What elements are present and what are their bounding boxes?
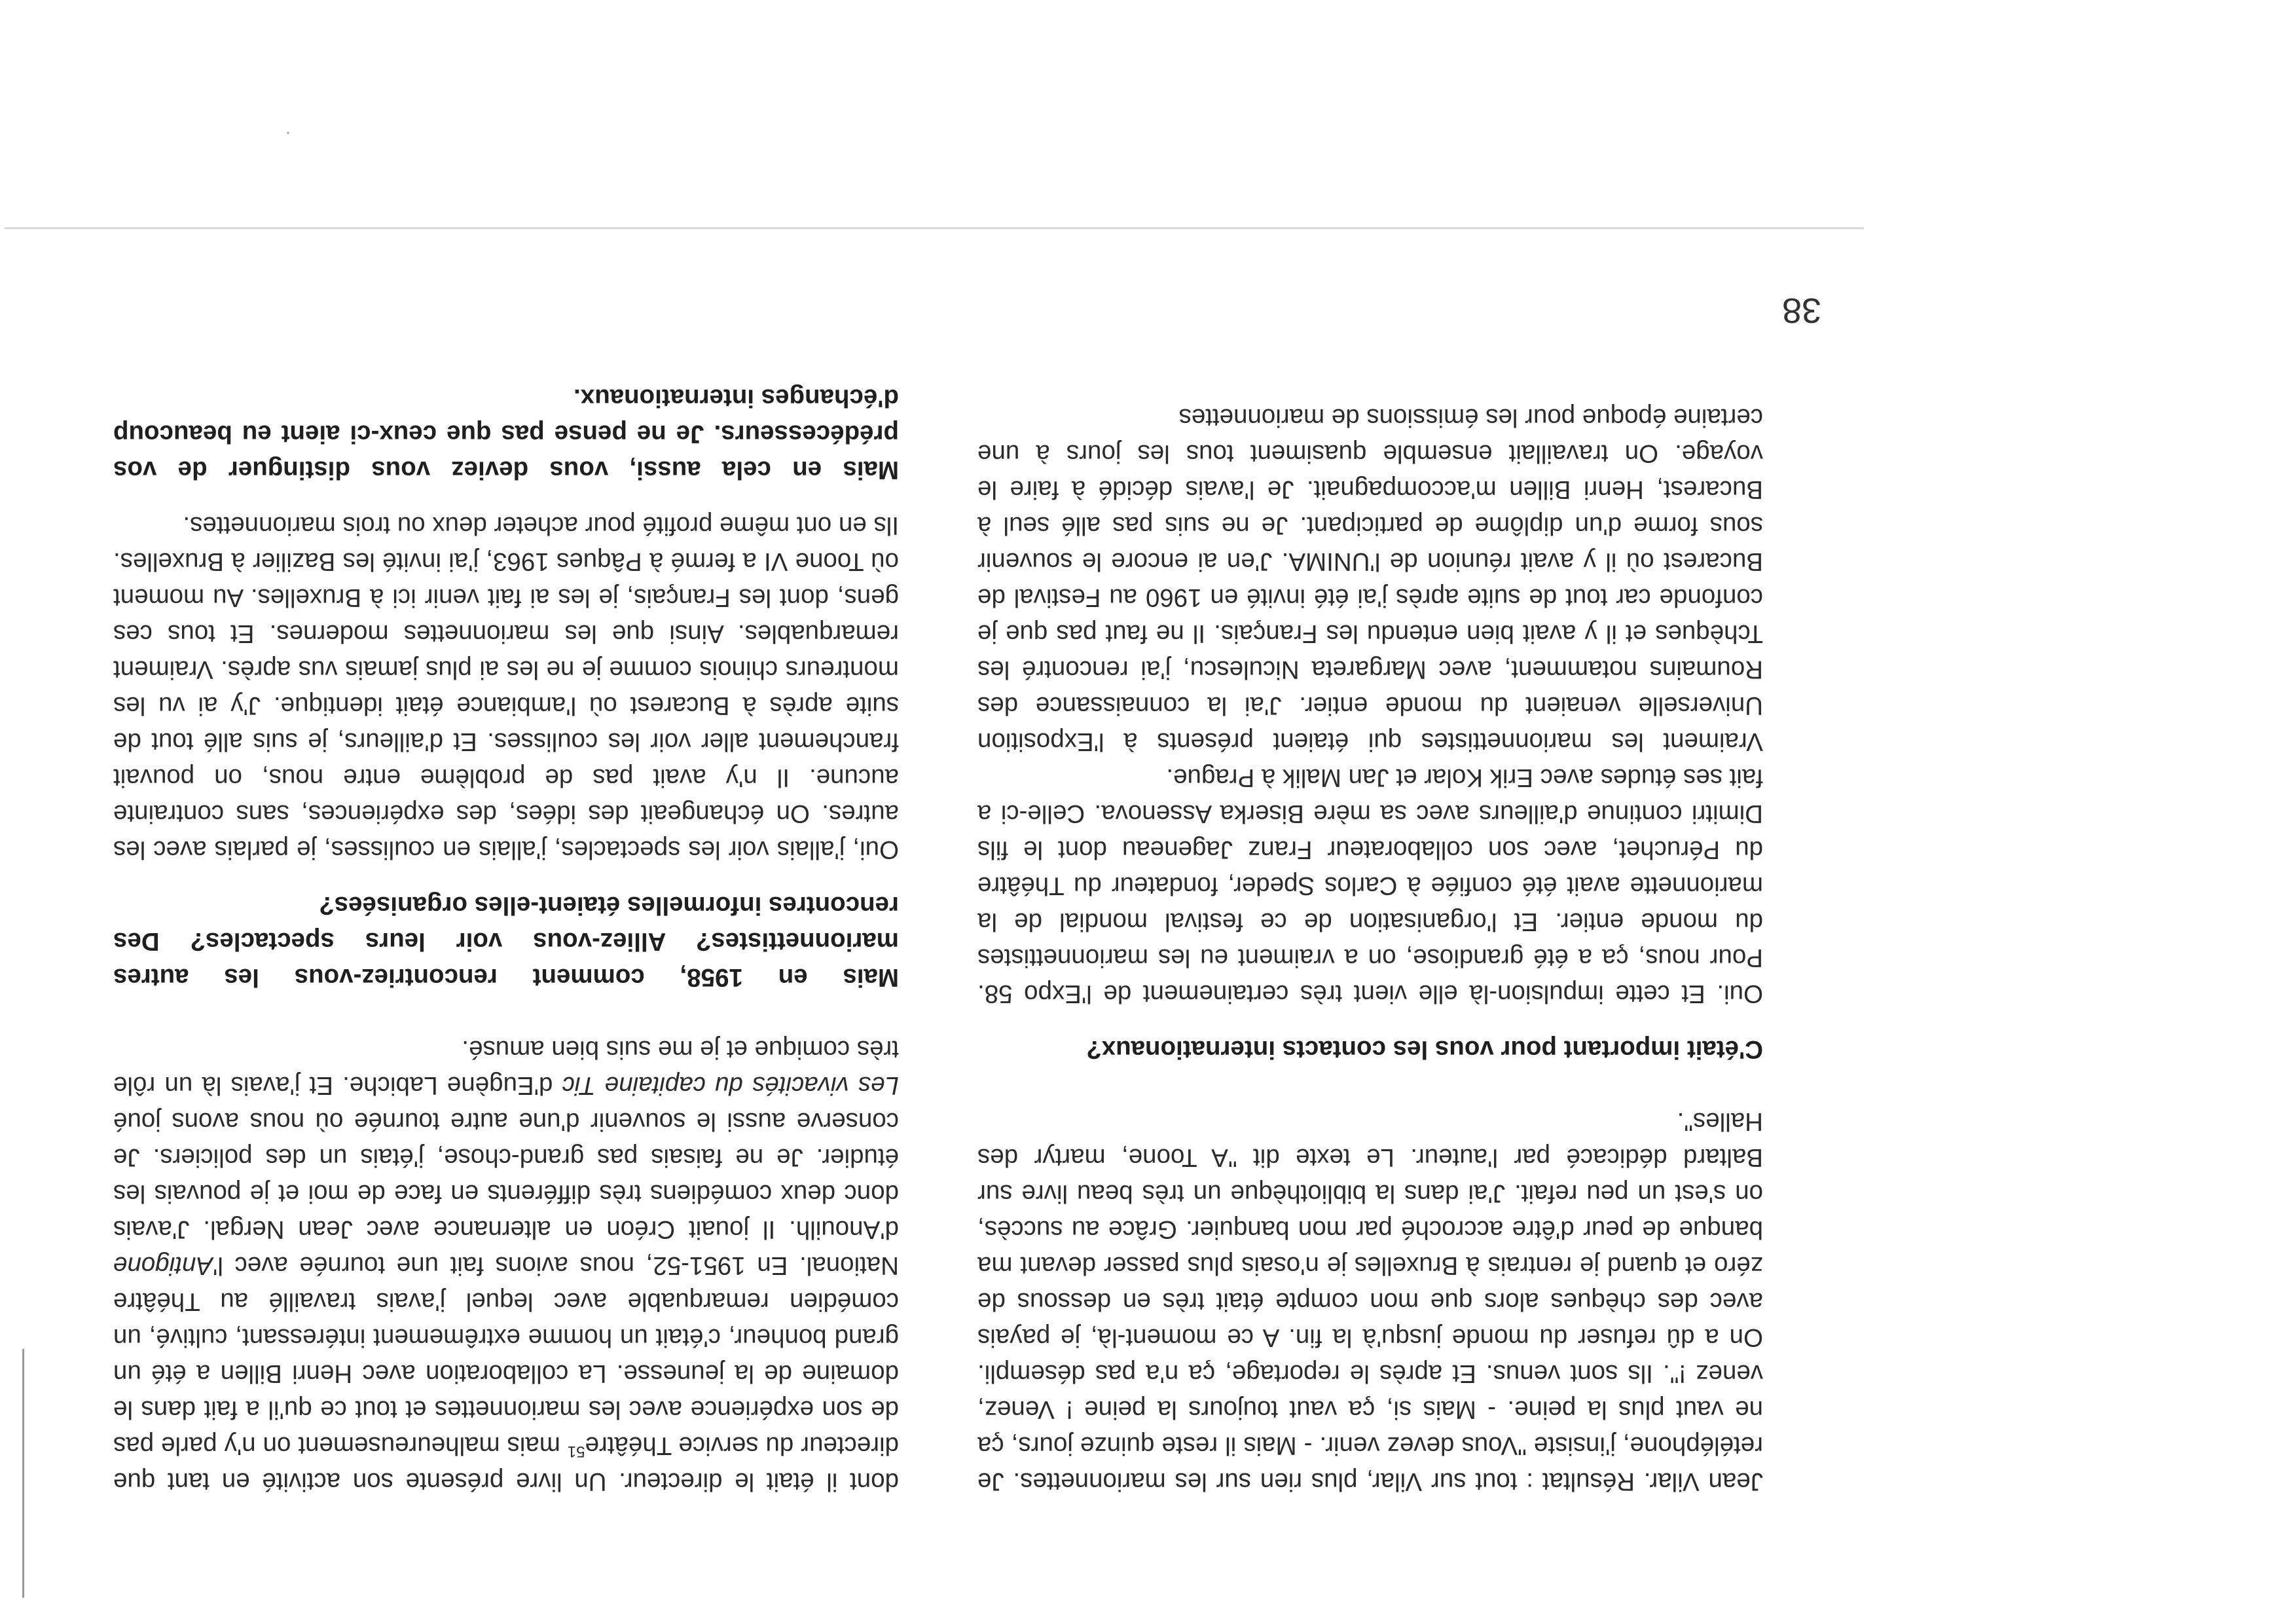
- footnote-ref: 51: [567, 1442, 585, 1460]
- page-number: 38: [1781, 291, 1821, 330]
- paragraph-vilar: Jean Vilar. Résultat : tout sur Vilar, plus rien sur les marionnettes. Je retéléphone, j'insiste "Vous devez venir. - Mais il reste quinze jours, ça ne vaut plus la peine. - Mais si, ça vaut toujours la peine ! Venez, venez !". Ils sont venus. Et après le reportage, ça n'a pas désempli. On a dû refuser du monde jusqu'à la fin. A ce moment-là, je payais avec des chèques alors que mon compte était très en dessous de zéro et quand je rentrais à Bruxelles je n'osais plus passer devant ma banque de peur d'être accroché par mon banquier. Grâce au succès, on s'est un peu refait. J'ai dans la bibliothèque un très beau livre sur Baltard dédicacé par l'auteur. Le texte dit "A Toone, martyr des Halles".: [977, 1107, 1763, 1496]
- binding-edge-mark: [22, 1349, 24, 1598]
- paragraph-coulisses: Oui, j'allais voir les spectacles, j'allais en coulisses, je parlais avec les autres. On échangeait des idées, des expériences, sans contrainte aucune. Il n'y avait pas de problème entre nous, on pouvait franchement aller voir les coulisses. Et d'ailleurs, je suis allé tout de suite après à Bucarest où l'ambiance était identique. J'y ai vu les montreurs chinois comme je ne les ai plus jamais vus après. Vraiment remarquables. Ainsi que les marionnettes modernes. Et tous ces gens, dont les Français, je les ai fait venir ici à Bruxelles. Au moment où Toone VI a fermé à Pâques 1963, j'ai invité les Bazilier à Bruxelles. Ils en ont même profité pour acheter deux ou trois marionnettes.: [113, 511, 899, 864]
- work-title-labiche: Les vivacités du capitaine Tic: [562, 1071, 899, 1099]
- work-title-antigone: Antigone: [113, 1251, 213, 1280]
- scan-speck: [287, 132, 289, 134]
- text-column-left: [977, 399, 1763, 1500]
- interview-question-international: C'était important pour vous les contacts internationaux?: [1086, 1035, 1763, 1063]
- paragraph-billen: dont il était le directeur. Un livre présente son activité en tant que directeur du service Théâtre$^{51}$ mais malheureusement on n'y parle pas de son expérience avec les marionnettes et tout ce qu'il a fait dans le domaine de la jeunesse. La collaboration avec Henri Billen a été un grand bonheur, c'était un homme extrêmement intéressant, cultivé, un comédien remarquable avec lequel j'avais travaillé au Théâtre National. En 1951-52, nous avions fait une tournée avec l'Antigone d'Anouilh. Il jouait Créon en alternance avec Jean Nergal. J'avais donc deux comédiens très différents en face de moi et je pouvais les étudier. Je ne faisais pas grand-chose, j'étais un des policiers. Je conserve aussi le souvenir d'une autre tournée où nous avons joué Les vivacités du capitaine Tic d'Eugène Labiche. Et j'avais là un rôle très comique et je me suis bien amusé.: [113, 1035, 899, 1496]
- interview-question-1958: Mais en 1958, comment rencontriez-vous les autres marionnettistes? Alliez-vous voir leurs spectacles? Des rencontres informelles étaient-elles organisées?: [113, 891, 899, 991]
- paragraph-marionnettistes: Vraiment les marionnettistes qui étaient présents à l'Exposition Universelle venaient du monde entier. J'ai la connaissance des Roumains notamment, avec Margareta Niculescu, j'ai rencontré les Tchèques et il y avait bien entendu les Français. Il ne faut pas que je confonde car tout de suite après j'ai été invité en 1960 au Festival de Bucarest où il y avait réunion de l'UNIMA. J'en ai encore le souvenir sous forme d'un diplôme de participant. Je ne suis pas allé seul à Bucarest, Henri Billen m'accompagnait. Je l'avais décidé à faire le voyage. On travaillait ensemble quasiment tous les jours à une certaine époque pour les émissions de marionnettes: [977, 403, 1763, 756]
- paragraph-expo58: Oui. Et cette impulsion-là elle vient très certainement de l'Expo 58. Pour nous, ça a été grandiose, on a vraiment eu les marionnettistes du monde entier. Et l'organisation de ce festival mondial de la marionnette avait été confiée à Carlos Speder, fondateur du Théâtre du Péruchet, avec son collaborateur Franz Jageneau dont le fils Dimitri continue d'ailleurs avec sa mère Biserka Assenova. Celle-ci a fait ses études avec Erik Kolar et Jan Malik à Prague.: [977, 764, 1763, 1008]
- interview-question-predecessors: Mais en cela aussi, vous deviez vous distinguer de vos prédécesseurs. Je ne pense pas que ceux-ci aient eu beaucoup d'échanges internationaux.: [113, 384, 899, 484]
- text-column-right: [113, 380, 899, 1500]
- page-fold-line: [5, 227, 1864, 229]
